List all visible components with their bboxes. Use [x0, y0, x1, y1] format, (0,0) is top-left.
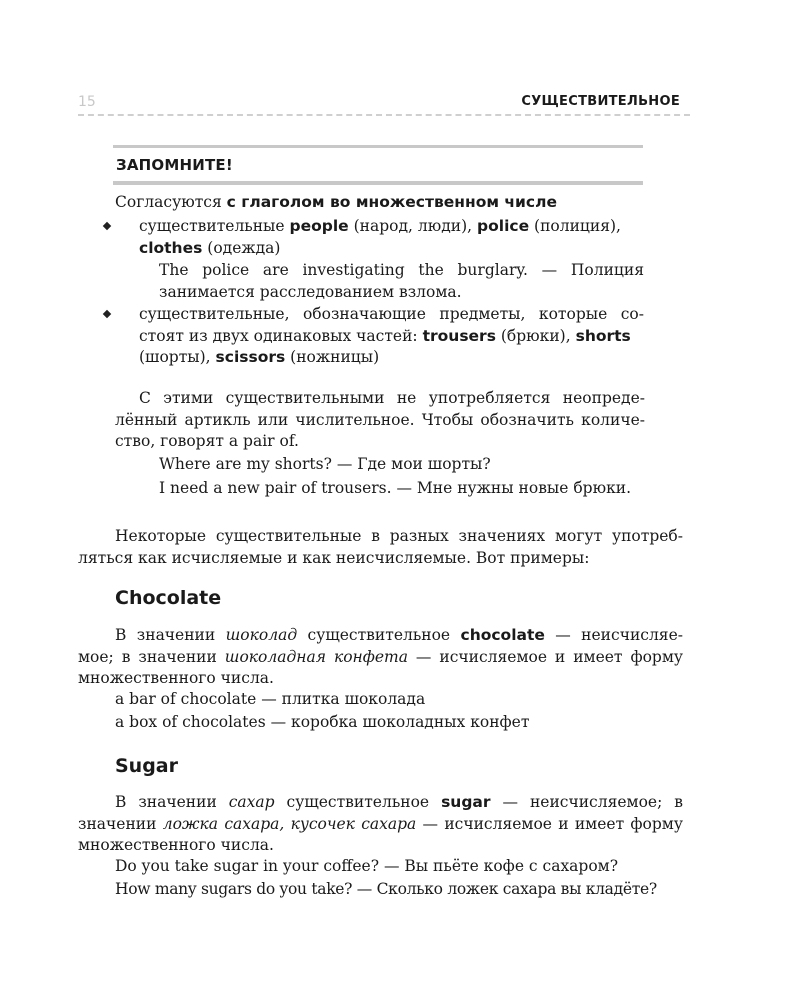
- example-bar-of-chocolate: a bar of chocolate — плитка шоколада: [115, 690, 426, 708]
- term-trousers: trousers: [422, 326, 496, 345]
- page-number: 15: [78, 94, 96, 110]
- term-people: people: [289, 217, 349, 235]
- remember-box-bottom-rule: [113, 181, 643, 185]
- term-sugar: sugar: [441, 793, 491, 811]
- remember-heading: ЗАПОМНИТЕ!: [116, 156, 233, 174]
- page-header: [78, 92, 690, 114]
- term-scissors: scissors: [215, 348, 286, 367]
- section-title-chocolate: Chocolate: [115, 587, 222, 609]
- term-chocolate: chocolate: [460, 626, 545, 644]
- term-police: police: [477, 217, 530, 235]
- chapter-title: СУЩЕСТВИТЕЛЬНОЕ: [521, 94, 680, 109]
- agreement-rule-emphasis: с глаголом во множественном числе: [226, 193, 557, 211]
- countable-intro-paragraph: Некоторые существительные в разных значениях могут употреб- ляться как исчисляемые и как неисчисляемые. Вот примеры:: [78, 527, 683, 567]
- bullet-item-plural-nouns: существительные people (народ, люди), police (полиция), clothes (одежда): [139, 217, 621, 257]
- agreement-rule: Согласуются с глаголом во множественном числе: [115, 193, 557, 211]
- bullet-diamond-icon: [103, 310, 111, 318]
- example-sugar-in-coffee: Do you take sugar in your coffee? — Вы пьёте кофе с сахаром?: [115, 857, 619, 875]
- pair-of-paragraph: С этими существительными не употребляется неопреде- лённый артикль или числительное. Чтобы обозначить количе- ство, говорят a pair of.: [115, 389, 645, 451]
- chocolate-paragraph: В значении шоколад существительное chocolate — неисчисляе- мое; в значении шоколадная конфета — исчисляемое и имеет форму множественного числа.: [78, 626, 684, 688]
- term-clothes: clothes: [139, 238, 203, 257]
- example-box-of-chocolates: a box of chocolates — коробка шоколадных конфет: [115, 713, 530, 731]
- example-how-many-sugars: How many sugars do you take? — Сколько ложек сахара вы кладёте?: [115, 880, 657, 898]
- term-shorts: shorts: [575, 326, 631, 345]
- section-title-sugar: Sugar: [115, 755, 179, 777]
- remember-box: [113, 145, 643, 185]
- sugar-paragraph: В значении сахар существительное sugar — неисчисляемое; в значении ложка сахара, кусочек сахара — исчисляемое и имеет форму множественного числа.: [78, 793, 683, 855]
- bullet-diamond-icon: [103, 222, 111, 230]
- example-trousers: I need a new pair of trousers. — Мне нужны новые брюки.: [159, 479, 632, 497]
- bullet-item-paired-objects: существительные, обозначающие предметы, которые со- стоят из двух одинаковых частей: trousers (брюки), shorts (шорты), scissors (ножницы): [139, 305, 644, 367]
- example-police-line2: занимается расследованием взлома.: [159, 283, 462, 301]
- header-divider: [78, 114, 690, 116]
- example-police-line1: The police are investigating the burglary. — Полиция: [159, 261, 644, 279]
- example-shorts: Where are my shorts? — Где мои шорты?: [159, 455, 491, 473]
